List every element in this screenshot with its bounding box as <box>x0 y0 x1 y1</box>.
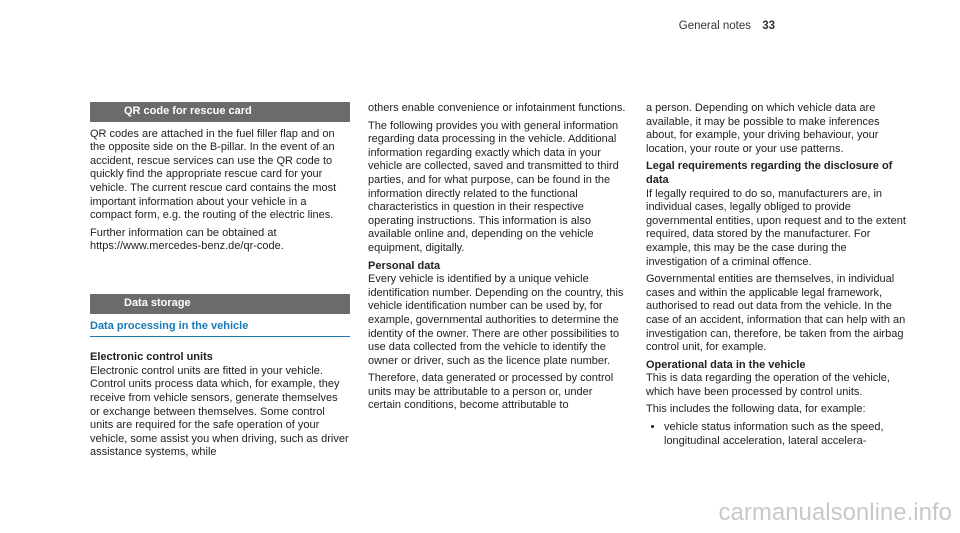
col3-paragraph-2: Governmental entities are themselves, in individual cases and within the applicable legal framework, authorised to read out data from the vehicle. In the case of an accident, information that can help with an investigation can, therefore, be taken from the airbag control unit, for example. <box>646 273 906 354</box>
legal-requirements-title: Legal requirements regarding the disclosure of data <box>646 160 893 186</box>
col3-paragraph-1: a person. Depending on which vehicle data are available, it may be possible to make inferences about, for example, your driving behaviour, your location, your route or your use patterns. <box>646 102 880 155</box>
page-number: 33 <box>762 20 775 32</box>
page-header <box>679 20 775 32</box>
vehicle-data-heading: Data processing in the vehicle <box>90 320 350 338</box>
qr-paragraph-2: Further information can be obtained at https://www.mercedes-benz.de/qr-code. <box>90 226 284 253</box>
col2-paragraph-2: The following provides you with general information regarding data processing in the vehicle. Additional information regarding exactly which data in your vehicle are collected, saved and transmitted to third parties, and for what purpose, can be found in the information directly related to the functional characteristics in question in their respective operating instructions. This information is also available online and, depending on the vehicle equipment, digitally. <box>368 119 619 254</box>
data-storage-section-bar: Data storage <box>90 294 350 314</box>
column-3 <box>646 102 906 448</box>
operational-data-text: This is data regarding the operation of the vehicle, which have been processed by control units. <box>646 372 890 398</box>
list-item: • vehicle status information such as the speed, longitudinal acceleration, lateral accelera- <box>664 421 906 448</box>
section-title: General notes <box>678 20 751 32</box>
operational-data-title: Operational data in the vehicle <box>646 358 806 371</box>
ecu-title: Electronic control units <box>90 351 213 364</box>
qr-code-section-bar: QR code for rescue card <box>90 102 350 122</box>
column-1 <box>90 102 350 464</box>
column-2 <box>368 102 628 417</box>
operational-data-list <box>646 421 906 448</box>
col2-paragraph-3: Therefore, data generated or processed by control units may be attributable to a person or, under certain conditions, become attributable to <box>368 372 614 412</box>
col3-paragraph-3: This includes the following data, for example: <box>646 403 866 416</box>
personal-data-text: Every vehicle is identified by a unique vehicle identification number. Depending on the country, this vehicle identification number can be used by, for example, governmental authorities to determine the identity of the owner. There are other possibilities to use data collected from the vehicle to identify the owner or driver, such as the licence plate number. <box>368 273 624 367</box>
ecu-text: Electronic control units are fitted in your vehicle. Control units process data which, for example, they receive from vehicle sensors, generate themselves or exchange between themselves. Some control units are required for the safe operation of your vehicle, some assist you when driving, such as driver assistance systems, while <box>90 364 349 459</box>
watermark-text: carmanualsonline.info <box>718 499 952 526</box>
qr-paragraph-1: QR codes are attached in the fuel filler flap and on the opposite side on the B-pillar. In the event of an accident, rescue services can use the QR code to quickly find the appropriate rescue card for your vehicle. The current rescue card contains the most important information about your vehicle in a compact form, e.g. the routing of the electric lines. <box>90 127 337 222</box>
col2-paragraph-1: others enable convenience or infotainment functions. <box>368 102 626 114</box>
legal-requirements-text: If legally required to do so, manufacturers are, in individual cases, legally obliged to provide governmental entities, upon request and to the extent required, data stored by the manufacturer. For example, this may be the case during the investigation of a criminal offence. <box>646 187 906 268</box>
personal-data-title: Personal data <box>368 259 441 272</box>
